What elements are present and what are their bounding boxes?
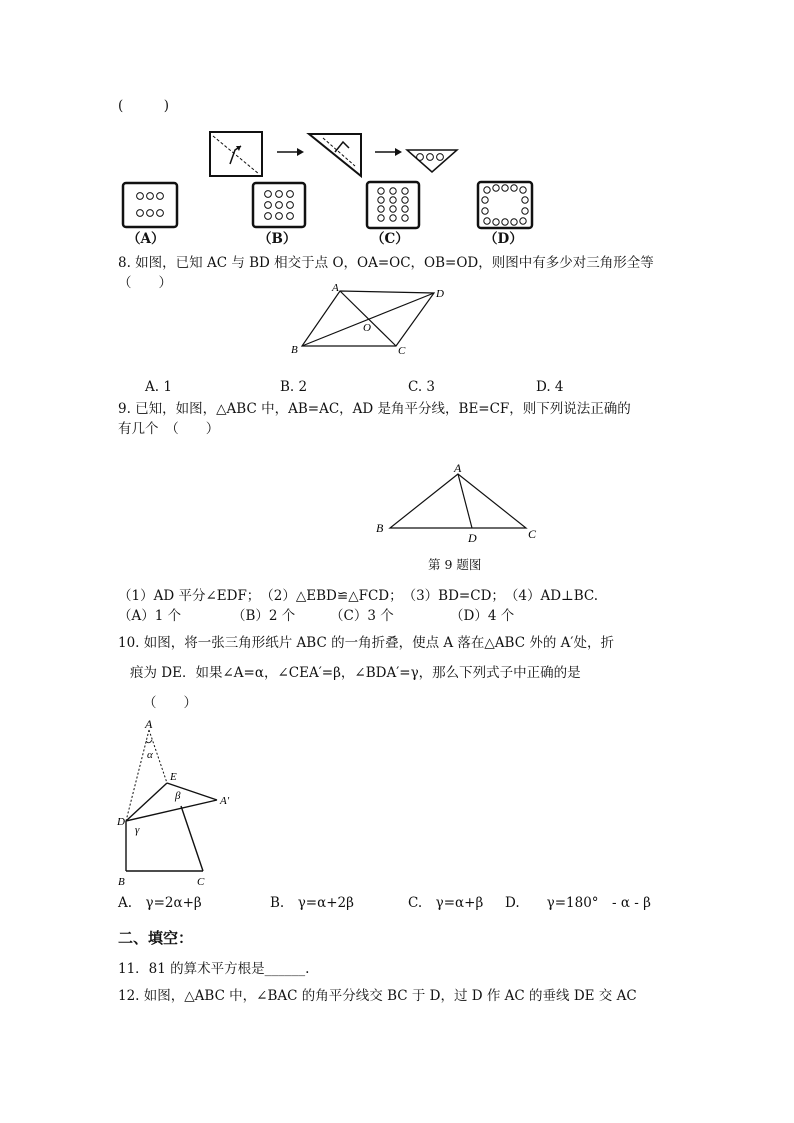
q9-point-a: A	[454, 461, 462, 475]
q7-option-d-figure	[476, 180, 534, 230]
q9-stem-line2: 有几个 （ ）	[118, 421, 220, 437]
q9-point-d: D	[468, 531, 477, 545]
q11-text: 11．81 的算术平方根是______.	[118, 961, 310, 977]
q10-option-c: C. γ=α+β	[408, 895, 484, 911]
q8-parallelogram-figure	[288, 282, 458, 362]
section-fill-in-title: 二、填空：	[118, 929, 194, 947]
q9-point-c: C	[528, 527, 537, 541]
q7-option-d-label: （D）	[484, 231, 523, 247]
q8-stem: 8. 如图，已知 AC 与 BD 相交于点 O，OA=OC，OB=OD，则图中有多少对三角形全等	[118, 255, 654, 271]
q8-answer-bracket: （ ）	[118, 275, 172, 291]
q10-stem-line1: 10. 如图，将一张三角形纸片 ABC 的一角折叠，使点 A 落在△ABC 外的 A′处，折	[118, 635, 614, 651]
q9-triangle-figure	[372, 460, 542, 545]
q7-option-a-label: （A）	[127, 231, 165, 247]
q10-point-b: B	[118, 876, 125, 888]
q10-point-a: A	[145, 717, 153, 731]
q8-point-a: A	[332, 282, 339, 294]
q12-text: 12. 如图，△ABC 中，∠BAC 的角平分线交 BC 于 D，过 D 作 AC 的垂线 DE 交 AC	[118, 988, 637, 1004]
q9-statements: （1）AD 平分∠EDF； （2）△EBD≌△FCD； （3）BD=CD； （4）AD⊥BC.	[118, 588, 599, 604]
q7-option-b-label: （B）	[258, 231, 297, 247]
q8-option-b: B. 2	[280, 379, 308, 395]
q9-stem-line1: 9. 已知，如图，△ABC 中，AB=AC，AD 是角平分线，BE=CF，则下列说法正确的	[118, 401, 631, 417]
q7-option-c-figure	[365, 180, 421, 230]
q9-option-a: （A）1 个	[118, 608, 182, 624]
q8-option-a: A. 1	[145, 379, 172, 395]
q8-option-d: D. 4	[536, 379, 564, 395]
q10-angle-alpha: α	[147, 749, 153, 761]
q10-point-e: E	[170, 771, 177, 783]
q7-option-a-figure	[121, 181, 179, 229]
q10-option-d: D. γ=180° - α - β	[505, 895, 651, 911]
q8-point-o: O	[363, 322, 371, 334]
q10-point-d: D	[117, 816, 125, 828]
q10-option-b: B. γ=α+2β	[270, 895, 354, 911]
q8-option-c: C. 3	[408, 379, 436, 395]
q7-option-c-label: （C）	[371, 231, 409, 247]
q7-option-b-figure	[251, 181, 307, 229]
q8-point-b: B	[291, 344, 298, 356]
q10-angle-gamma: γ	[135, 824, 140, 836]
q10-option-a: A. γ=2α+β	[118, 895, 202, 911]
q7-answer-bracket: ( )	[118, 98, 170, 114]
q8-point-c: C	[398, 345, 406, 357]
q9-option-b: （B）2 个	[232, 608, 296, 624]
q10-angle-beta: β	[175, 790, 181, 802]
q10-folding-figure	[113, 713, 243, 888]
q9-option-c: （C）3 个	[330, 608, 394, 624]
q9-point-b: B	[376, 521, 384, 535]
q9-option-d: （D）4 个	[450, 608, 515, 624]
q7-folding-diagram	[205, 128, 465, 188]
q9-figure-caption: 第 9 题图	[428, 557, 482, 572]
q10-point-c: C	[197, 876, 205, 888]
q8-point-d: D	[436, 288, 444, 300]
q10-stem-line2: 痕为 DE．如果∠A=α，∠CEA′=β，∠BDA′=γ，那么下列式子中正确的是	[130, 665, 581, 681]
q10-point-a-prime: A′	[220, 795, 230, 807]
q10-answer-bracket: （ ）	[143, 695, 197, 711]
